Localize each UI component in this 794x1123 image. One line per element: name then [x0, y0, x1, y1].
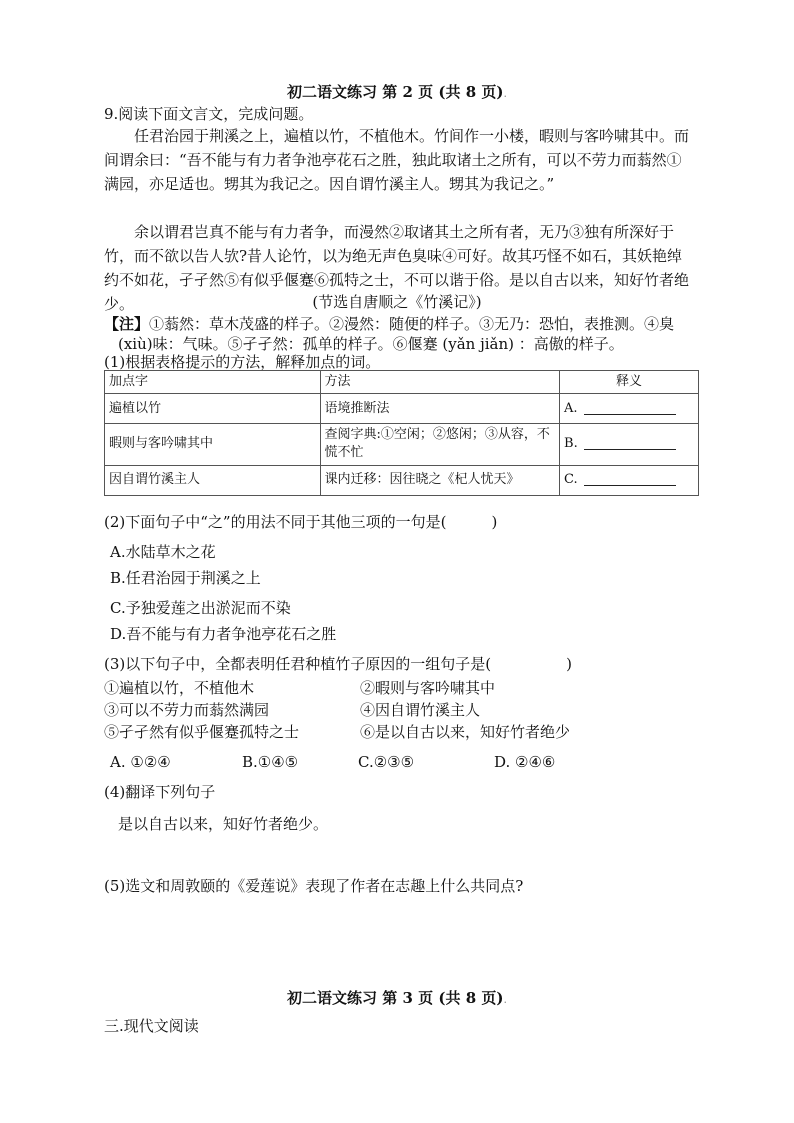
page-header-text: 初二语文练习 第 3 页 (共 8 页)	[287, 989, 504, 1007]
passage-source: (节选自唐顺之《竹溪记》)	[312, 293, 482, 311]
page-header-text: 初二语文练习 第 2 页 (共 8 页)	[287, 83, 504, 101]
section3-title: 三.现代文阅读	[104, 1017, 199, 1035]
sub3-item-5: ⑤孑孑然有似乎偃蹇孤特之士	[104, 723, 300, 741]
table-row	[105, 394, 699, 424]
table-cell-word: 暇则与客吟啸其中	[105, 424, 321, 465]
answer-label: A.	[564, 400, 578, 416]
sub2-option-d[interactable]: D.吾不能与有力者争池亭花石之胜	[110, 625, 337, 643]
sub3-choice-a[interactable]: A. ①②④	[110, 753, 171, 771]
table-row	[105, 465, 699, 495]
sub4-prompt: (4)翻译下列句子	[104, 783, 216, 801]
sub1-prompt: (1)根据表格提示的方法，解释加点的词。	[104, 353, 381, 371]
sub4-sentence: 是以自古以来，知好竹者绝少。	[118, 815, 329, 833]
sub3-item-1: ①遍植以竹，不植他木	[104, 679, 255, 697]
q9-title: 9.阅读下面文言文，完成问题。	[104, 105, 314, 123]
sub3-prompt: (3)以下句子中，全都表明任君种植竹子原因的一组句子是( )	[104, 655, 572, 673]
sub1-table	[104, 370, 699, 496]
answer-label: C.	[564, 471, 578, 487]
table-cell-answer[interactable]	[560, 465, 699, 495]
sub3-item-6: ⑥是以自古以来，知好竹者绝少	[360, 723, 571, 741]
sub3-item-3: ③可以不劳力而蓊然满园	[104, 701, 270, 719]
table-header-meaning: 释义	[560, 371, 699, 394]
page-header-suffix: .	[503, 993, 507, 1006]
answer-blank[interactable]	[584, 473, 676, 486]
table-row	[105, 424, 699, 465]
note-line-2: (xiù)味：气味。⑤孑孑然：孤单的样子。⑥偃蹇 (yǎn jiǎn) ：高傲的样子。	[118, 335, 624, 353]
answer-label: B.	[564, 436, 578, 452]
table-cell-method: 课内迁移：因往晓之《杞人忧天》	[320, 465, 560, 495]
table-header-method: 方法	[320, 371, 560, 394]
table-cell-word: 遍植以竹	[105, 394, 321, 424]
answer-blank[interactable]	[584, 402, 676, 415]
sub3-item-2: ②暇则与客吟啸其中	[360, 679, 496, 697]
table-cell-answer[interactable]	[560, 394, 699, 424]
table-cell-answer[interactable]	[560, 424, 699, 465]
sub3-choice-d[interactable]: D. ②④⑥	[494, 753, 556, 771]
answer-blank[interactable]	[584, 437, 676, 450]
table-header-row	[105, 371, 699, 394]
sub3-choice-b[interactable]: B.①④⑤	[242, 753, 299, 771]
sub2-prompt: (2)下面句子中“之”的用法不同于其他三项的一句是( )	[104, 513, 498, 531]
page-header-top	[0, 80, 794, 104]
note-text-1: ①蓊然：草木茂盛的样子。②漫然：随便的样子。③无乃：恐怕，表推测。④臭	[149, 315, 675, 333]
sub2-option-a[interactable]: A.水陆草木之花	[110, 543, 216, 561]
sub5-prompt: (5)选文和周敦颐的《爱莲说》表现了作者在志趣上什么共同点?	[104, 877, 524, 895]
sub2-option-b[interactable]: B.任君治园于荆溪之上	[110, 569, 261, 587]
sub2-option-c[interactable]: C.予独爱莲之出淤泥而不染	[110, 599, 291, 617]
table-cell-method: 语境推断法	[320, 394, 560, 424]
sub3-item-4: ④因自谓竹溪主人	[360, 701, 481, 719]
page-header-suffix: .	[503, 87, 507, 100]
table-cell-word: 因自谓竹溪主人	[105, 465, 321, 495]
q9-passage-para2: 余以谓君岂真不能与有力者争，而漫然②取诸其土之所有者，无乃③独有所深好于竹，而不欲以告人欤?昔人论竹，以为绝无声色臭味④可好。故其巧怪不如石，其妖艳绰约不如花，孑孑然⑤有似乎偃蹇⑥孤特之士，不可以谐于俗。是以自古以来，知好竹者绝少。	[104, 223, 690, 313]
table-cell-method: 查阅字典:①空闲；②悠闲；③从容，不慌不忙	[320, 424, 560, 465]
table-header-word: 加点字	[105, 371, 321, 394]
q9-passage-para1: 任君治园于荆溪之上，遍植以竹，不植他木。竹间作一小楼，暇则与客吟啸其中。而间谓余曰：“吾不能与有力者争池亭花石之胜，独此取诸土之所有，可以不劳力而蓊然①满园，亦足适也。甥其为我记之。因自谓竹溪主人。甥其为我记之。”	[104, 127, 690, 193]
sub3-choice-c[interactable]: C.②③⑤	[358, 753, 415, 771]
note-label: 【注】	[104, 315, 150, 333]
page-header-bottom	[0, 986, 794, 1010]
